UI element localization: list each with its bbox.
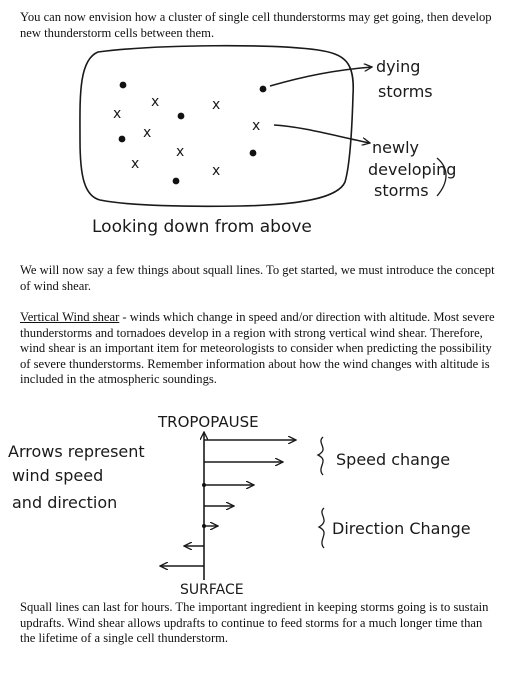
label-dying: dying xyxy=(376,57,421,76)
developing-storm-x: x xyxy=(113,106,122,122)
legend-line-1: Arrows represent xyxy=(8,442,145,461)
label-developing: developing xyxy=(368,160,457,179)
direction-change-label: Direction Change xyxy=(332,519,471,538)
speed-change-label: Speed change xyxy=(336,450,451,469)
surface-label: SURFACE xyxy=(180,582,244,598)
axis-tick xyxy=(202,524,206,528)
label-newly: newly xyxy=(372,138,419,157)
label-dying-storms: storms xyxy=(378,82,433,101)
speed-brace xyxy=(318,437,323,475)
paragraph-squall-intro: We will now say a few things about squall lines. To get started, we must introduce the concept of wind shear. xyxy=(20,263,495,293)
label-new-storms: storms xyxy=(374,181,429,200)
developing-storm-x: x xyxy=(176,144,185,160)
paragraph-squall-lines: Squall lines can last for hours. The important ingredient in keeping storms going is to sustain updrafts. Wind shear allows updrafts to continue to feed storms for a much longer time than the lifetime of a single cell thunderstorm. xyxy=(20,600,489,645)
developing-storm-x: x xyxy=(212,163,221,179)
developing-storm-x: x xyxy=(131,156,140,172)
legend-line-2: wind speed xyxy=(12,466,104,485)
legend-line-3: and direction xyxy=(12,493,118,512)
paragraph-intro: You can now envision how a cluster of single cell thunderstorms may get going, then develop new thunderstorm cells between them. xyxy=(20,10,492,40)
developing-storm-x: x xyxy=(143,125,152,141)
developing-storm-x: x xyxy=(212,97,221,113)
developing-storm-x: x xyxy=(252,118,261,134)
developing-storm-x: x xyxy=(151,94,160,110)
tropopause-label: TROPOPAUSE xyxy=(158,413,259,431)
diagram-caption: Looking down from above xyxy=(92,217,312,237)
wind-shear-definition: - winds which change in speed and/or direction with altitude. Most severe thunderstorms and tornadoes develop in a region with strong vertical wind shear. Therefore, wind shear is an important item for meteorologists to consider when predicting the possibility of severe thunderstorms. Remember information about how the wind changes with altitude is included in the atmospheric soundings. xyxy=(20,310,495,386)
direction-brace xyxy=(319,508,324,548)
wind-shear-term: Vertical Wind shear xyxy=(20,310,120,324)
wind-shear-diagram xyxy=(8,413,471,598)
axis-tick xyxy=(202,483,206,487)
